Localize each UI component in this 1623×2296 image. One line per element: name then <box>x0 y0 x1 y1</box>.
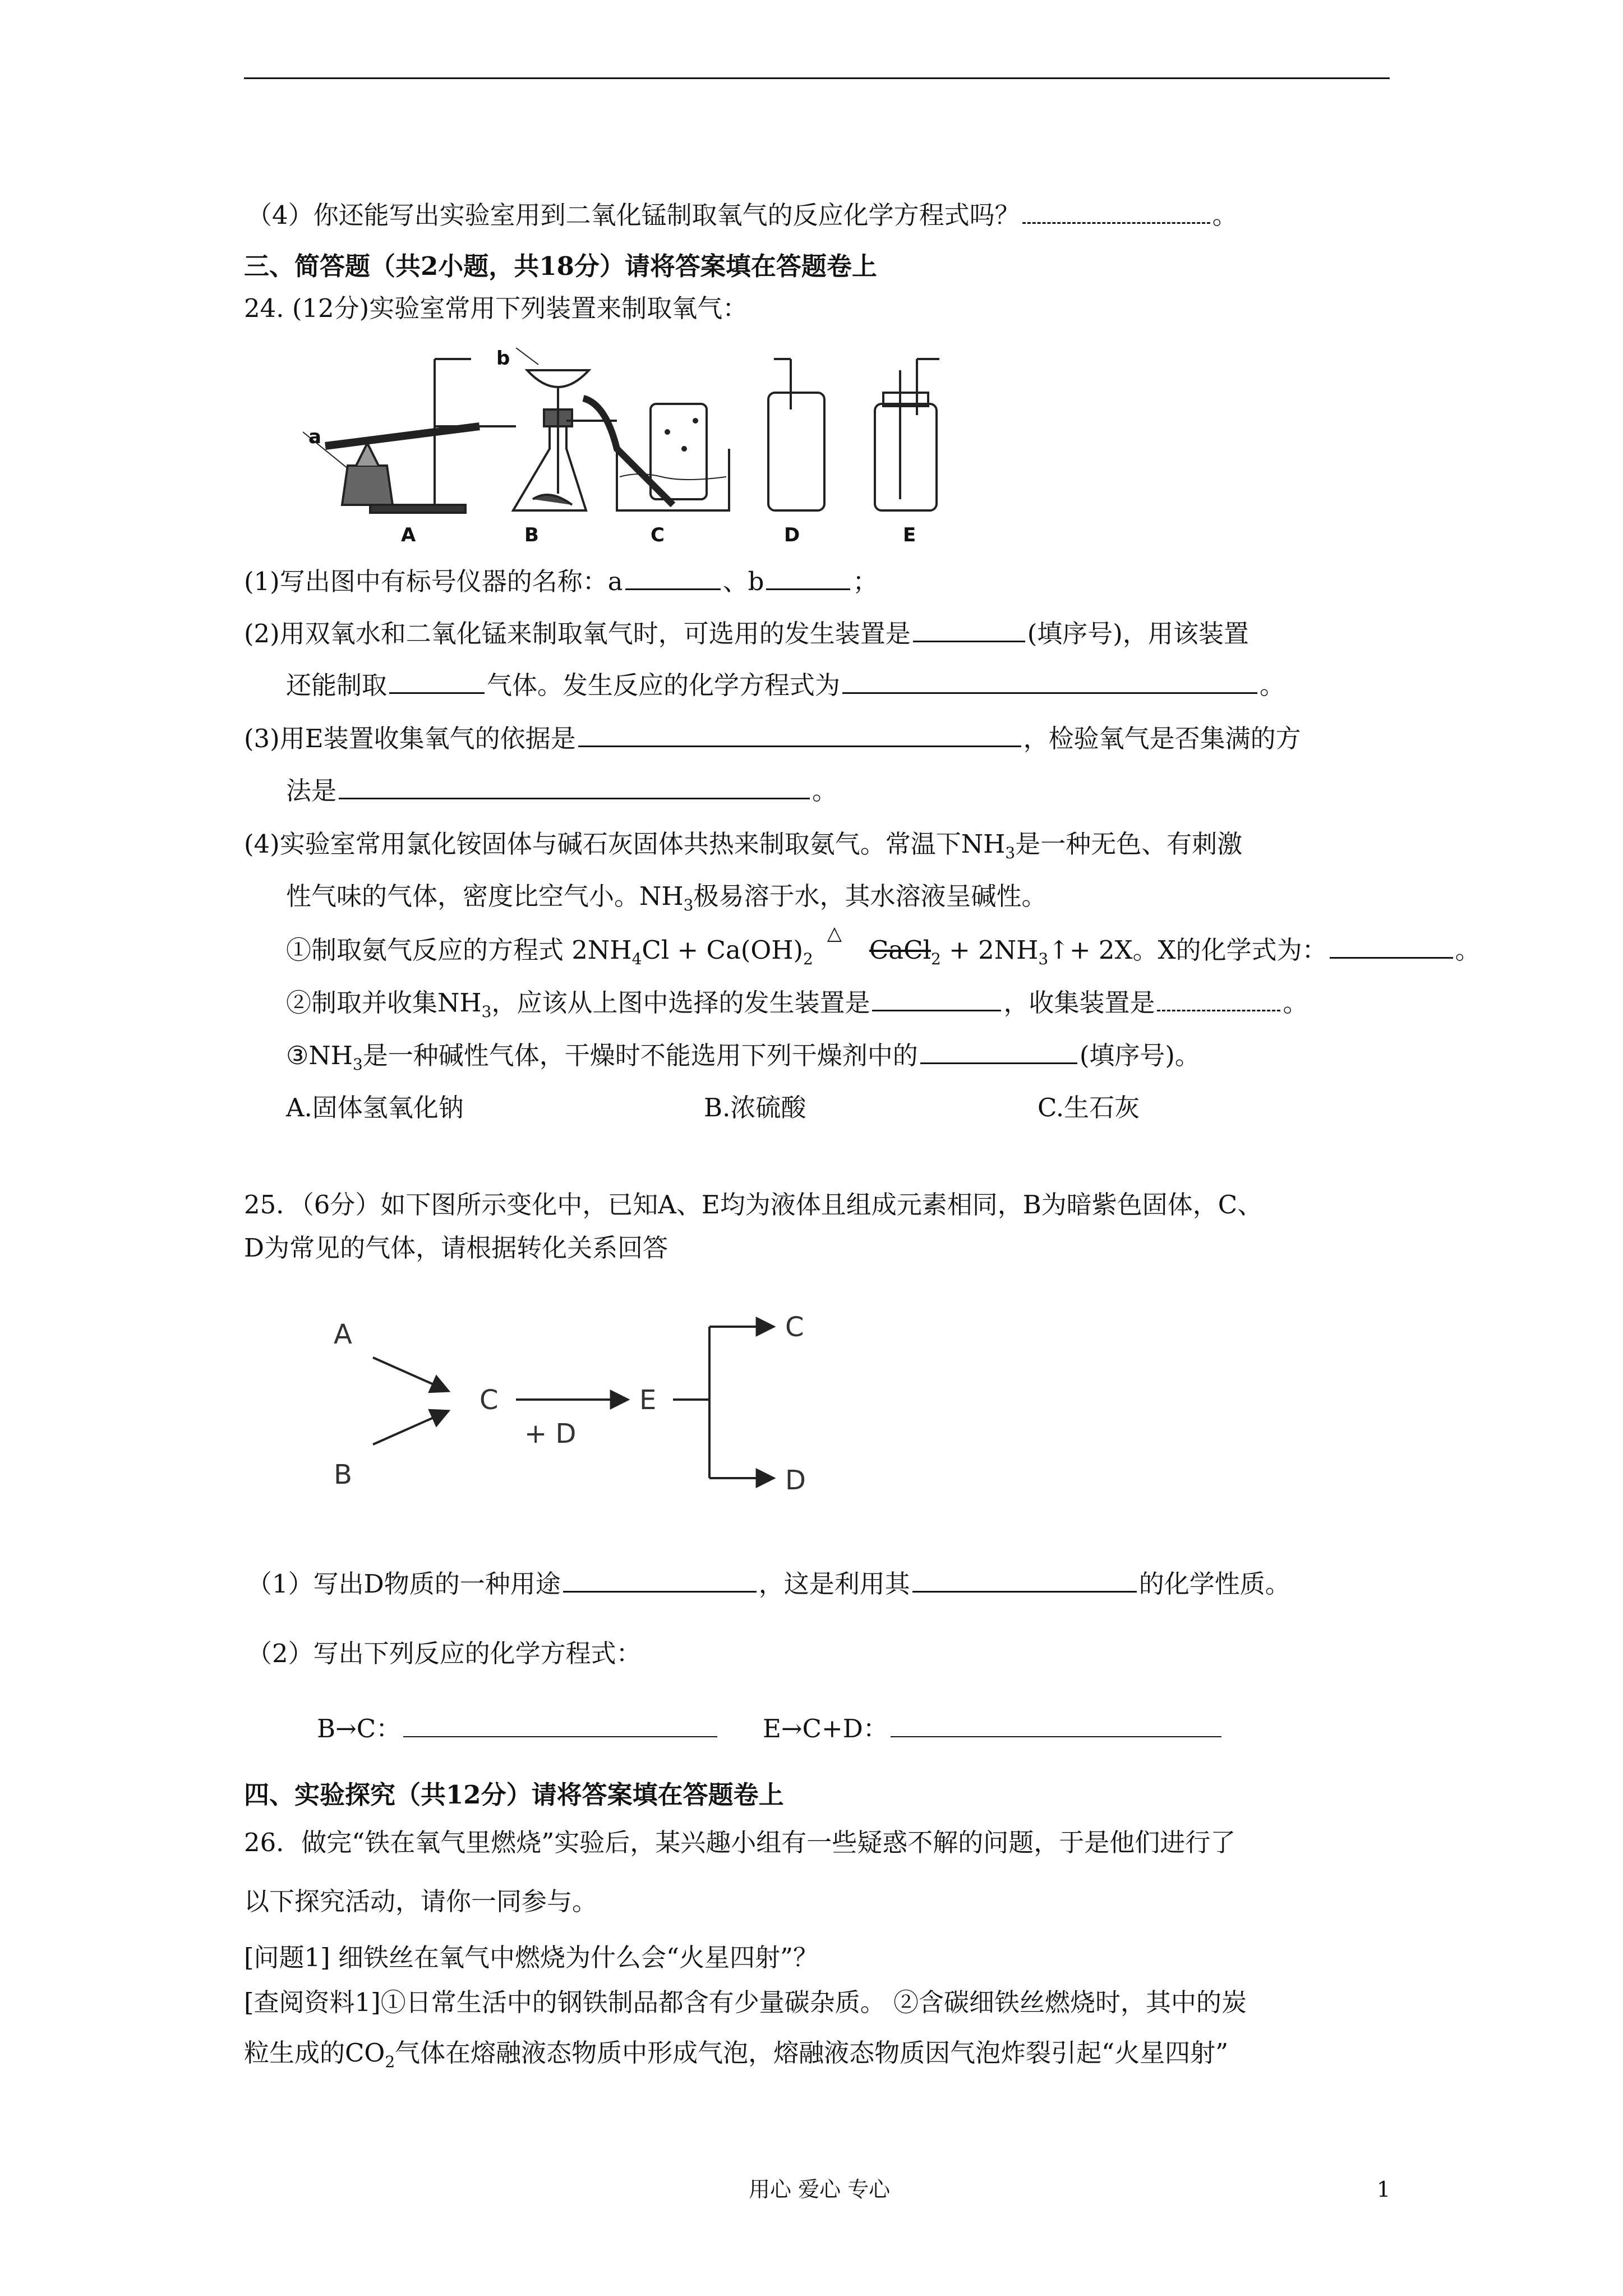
equation-e-to-cd: E→C+D： <box>763 1712 1224 1746</box>
q24-part4-sub2: ②制取并收集$NH_3$，应该从上图中选择的发生装置是 ，收集装置是 。 <box>286 985 1308 1029</box>
node-b: B <box>334 1459 352 1490</box>
apparatus-d <box>768 359 824 510</box>
answer-blank[interactable] <box>872 985 1001 1011</box>
q24-part4-line1: (4)实验室常用氯化铵固体与碱石灰固体共热来制取氨气。常温下$NH_3$是一种无色、有刺激 <box>244 829 1243 862</box>
answer-blank[interactable] <box>339 773 810 799</box>
q24-part2-line1: (2)用双氧水和二氧化锰来制取氧气时，可选用的发生装置是 (填序号)，用该装置 <box>244 616 1249 651</box>
apparatus-c <box>583 398 729 510</box>
q24-part4-line2: 性气味的气体，密度比空气小。$NH_3$极易溶于水，其水溶液呈碱性。 <box>286 881 1047 914</box>
q25-part1: （1）写出D物质的一种用途 ，这是利用其 的化学性质。 <box>247 1566 1290 1601</box>
answer-blank[interactable] <box>913 616 1025 642</box>
q23-part4: （4）你还能写出实验室用到二氧化锰制取氧气的反应化学方程式吗？ 。 <box>247 197 1238 232</box>
q26-question1: [问题1] 细铁丝在氧气中燃烧为什么会“火星四射”？ <box>244 1943 819 1972</box>
q24-part4-sub3: $③NH_3$是一种碱性气体，干燥时不能选用下列干燥剂中的 (填序号)。 <box>286 1038 1200 1082</box>
answer-blank[interactable] <box>912 1566 1137 1593</box>
heat-triangle-arrow: △ <box>827 922 842 945</box>
q24-part1: (1)写出图中有标号仪器的名称：a 、b ； <box>244 564 878 599</box>
q25-part2: （2）写出下列反应的化学方程式： <box>247 1639 642 1668</box>
footer-motto: 用心 爱心 专心 <box>749 2177 891 2202</box>
q24-part4-sub1: ①制取氨气反应的方程式 $2NH_4Cl + Ca(OH)_2$ △ CaCl$_2$ + $2NH_3↑+ 2X$。X的化学式为： 。 <box>286 922 1481 968</box>
label-apparatus-e: E <box>903 524 916 546</box>
label-apparatus-d: D <box>784 524 800 546</box>
option-a: A.固体氢氧化钠 <box>286 1093 464 1122</box>
q26-line1: 26．做完“铁在氧气里燃烧”实验后，某兴趣小组有一些疑惑不解的问题，于是他们进行了 <box>244 1828 1236 1857</box>
answer-blank[interactable] <box>403 1719 717 1737</box>
q26-reference1: [查阅资料1]①日常生活中的钢铁制品都含有少量碳杂质。 ②含碳细铁丝燃烧时，其中的炭 <box>244 1987 1247 2017</box>
option-c: C.生石灰 <box>1038 1093 1140 1122</box>
label-apparatus-c: C <box>651 524 665 546</box>
node-c: C <box>479 1384 499 1416</box>
answer-blank[interactable] <box>766 564 850 590</box>
node-c-out: C <box>785 1312 804 1343</box>
q24-part3-line2: 法是 。 <box>286 773 837 808</box>
marker-a: a <box>308 426 321 448</box>
answer-blank[interactable] <box>625 564 721 590</box>
answer-blank[interactable] <box>389 668 485 694</box>
answer-blank[interactable] <box>842 668 1257 694</box>
apparatus-b <box>513 348 617 510</box>
q26-line2: 以下探究活动，请你一同参与。 <box>244 1887 598 1916</box>
q24-part3-line1: (3)用E装置收集氧气的依据是 ，检验氧气是否集满的方 <box>244 721 1301 756</box>
node-e: E <box>639 1384 657 1416</box>
label-apparatus-b: B <box>524 524 539 546</box>
apparatus-figure <box>303 348 953 555</box>
equation-b-to-c: B→C： <box>317 1712 720 1746</box>
q24-stem: 24. (12分)实验室常用下列装置来制取氧气： <box>244 293 748 323</box>
node-a: A <box>334 1319 352 1350</box>
section3-title: 三、简答题（共2小题，共18分）请将答案填在答题卷上 <box>244 251 877 281</box>
answer-blank[interactable] <box>578 721 1021 747</box>
apparatus-a <box>303 359 516 513</box>
answer-blank[interactable] <box>563 1566 757 1593</box>
q25-stem-line1: 25．（6分）如下图所示变化中，已知A、E均为液体且组成元素相同，B为暗紫色固体，C、 <box>244 1190 1263 1220</box>
answer-blank[interactable] <box>1157 985 1280 1011</box>
q25-stem-line2: D为常见的气体，请根据转化关系回答 <box>244 1233 668 1263</box>
option-b: B.浓硫酸 <box>704 1093 806 1122</box>
transformation-diagram <box>325 1296 830 1509</box>
answer-blank[interactable] <box>1022 197 1210 224</box>
node-d-out: D <box>785 1465 806 1496</box>
header-rule <box>244 77 1390 79</box>
marker-b: b <box>496 348 510 370</box>
section4-title: 四、实验探究（共12分）请将答案填在答题卷上 <box>244 1780 784 1810</box>
label-apparatus-a: A <box>401 524 416 546</box>
plus-d-label: + D <box>524 1418 577 1450</box>
answer-blank[interactable] <box>920 1038 1077 1064</box>
answer-blank[interactable] <box>891 1719 1221 1737</box>
answer-blank[interactable] <box>1330 932 1453 959</box>
q26-line5: 粒生成的$CO_2$气体在熔融液态物质中形成气泡，熔融液态物质因气泡炸裂引起“火星四射” <box>244 2038 1229 2071</box>
page-number: 1 <box>1377 2177 1391 2202</box>
apparatus-e <box>875 359 939 510</box>
q24-part2-line2: 还能制取 气体。发生反应的化学方程式为 。 <box>286 668 1285 702</box>
